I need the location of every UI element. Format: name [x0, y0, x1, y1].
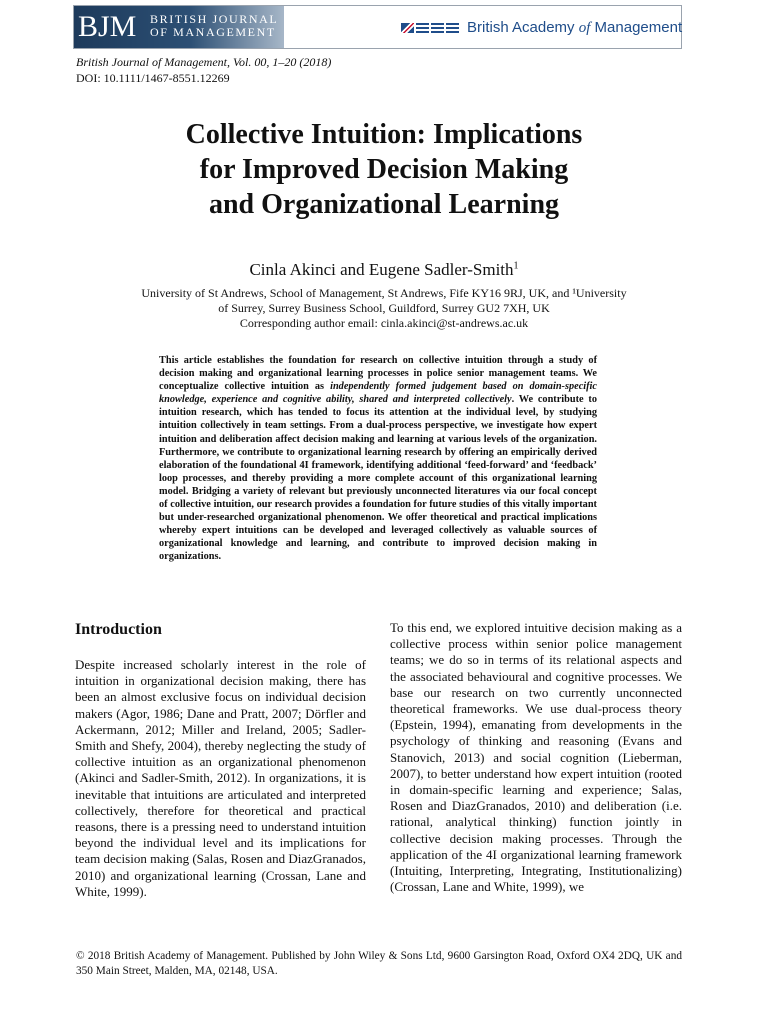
title-line-2: for Improved Decision Making [199, 154, 569, 185]
author-names: Cinla Akinci and Eugene Sadler-Smith [249, 260, 514, 279]
bam-flag-icon [401, 23, 459, 33]
journal-citation: British Journal of Management, Vol. 00, 1–20 (2018) [76, 55, 332, 69]
authors [0, 260, 768, 280]
affiliation-line-1: University of St Andrews, School of Management, St Andrews, Fife KY16 9RJ, UK, and ¹University [141, 286, 627, 300]
affiliations [0, 286, 768, 331]
abstract-definition: independently formed judgement based on domain-specific knowledge, experience and cognitive ability, shared and interpreted collectively [159, 381, 597, 406]
paragraph-left: Despite increased scholarly interest in the role of intuition in organizational decision making, there has been an almost exclusive focus on individual decision makers (Agor, 1986; Dane and Pratt, 2007; Dörfler and Ackermann, 2012; Miller and Ireland, 2005; Sadler-Smith and Shefy, 2004), thereby neglecting the study of collective intuition as an organizational phenomenon (Akinci and Sadler-Smith, 2012). In organizations, it is inevitable that intuitions are articulated and interpreted collectively, therefore for theoretical and practical reasons, there is a pressing need to understand intuition beyond the individual level and its implications for team decision making (Salas, Rosen and DiazGranados, 2010) and organizational learning (Crossan, Lane and White, 1999). [75, 657, 366, 899]
affiliation-line-2: of Surrey, Surrey Business School, Guildford, Surrey GU2 7XH, UK [218, 301, 550, 315]
article-title [0, 117, 768, 222]
title-line-3: and Organizational Learning [208, 189, 560, 220]
bjm-logo-icon: BJM [78, 10, 137, 43]
publisher-name: British Academy of Management [467, 19, 683, 36]
abstract: This article establishes the foundation for research on collective intuition through a study of decision making and organizational learning processes in police senior management teams. We conceptualize collective intuition as independently formed judgement based on domain-specific knowledge, experience and cognitive ability, shared and interpreted collectively. We contribute to intuition research, which has tended to focus its attention at the individual level, by studying intuition collectively in team settings. From a dual-process perspective, we investigate how expert intuition and deliberation affect decision making and learning at various levels of the organization. Furthermore, we contribute to organizational learning research by offering an empirically derived elaboration of the foundational 4I framework, identifying additional ‘feed-forward’ and ‘feedback’ loop processes, and thereby providing a more complete account of this organizational learning model. Bridging a variety of relevant but previously unconnected literatures via our focal concept of collective intuition, our research provides a foundation for future studies of this vitally important but under-researched organizational phenomenon. We offer theoretical and practical implications whereby expert intuitions can be developed and leveraged collectively as valuable sources of organizational knowledge and learning, and contribute to improved decision making in organizations. [159, 355, 597, 563]
journal-name-line2: OF MANAGEMENT [150, 25, 276, 39]
journal-brand-block [74, 6, 284, 48]
paragraph-right: To this end, we explored intuitive decision making as a collective process within senior police management teams; we do so in terms of its relational aspects and the associated behavioural and cognitive processes. We base our research on two currently unconnected theoretical frameworks. We use dual-process theory (Epstein, 1994), emanating from developments in the psychology of thinking and reasoning (Evans and Stanovich, 2013) and social cognition (Lieberman, 2007), to better understand how expert intuition (rooted in domain-specific learning and experience; Salas, Rosen and DiazGranados, 2010) and deliberation (i.e. rational, analytical thinking) function jointly in collective decision making processes. Through the application of the 4I organizational learning framework (Intuiting, Interpreting, Integrating, Institutionalizing) (Crossan, Lane and White, 1999), we [390, 620, 682, 895]
journal-header [73, 5, 682, 49]
journal-name [150, 13, 278, 39]
journal-name-line1: BRITISH JOURNAL [150, 12, 279, 26]
section-heading: Introduction [75, 621, 162, 638]
title-line-1: Collective Intuition: Implications [185, 119, 583, 150]
body-column-right [390, 620, 682, 895]
publisher-logo [401, 19, 682, 37]
author-affil-marker: 1 [513, 260, 519, 272]
body-column-left [75, 620, 366, 900]
doi: DOI: 10.1111/1467-8551.12269 [76, 71, 230, 85]
corresponding-email: Corresponding author email: cinla.akinci@st-andrews.ac.uk [239, 316, 529, 330]
copyright-footer: © 2018 British Academy of Management. Published by John Wiley & Sons Ltd, 9600 Garsington Road, Oxford OX4 2DQ, UK and 350 Main Street, Malden, MA, 02148, USA. [76, 950, 682, 977]
